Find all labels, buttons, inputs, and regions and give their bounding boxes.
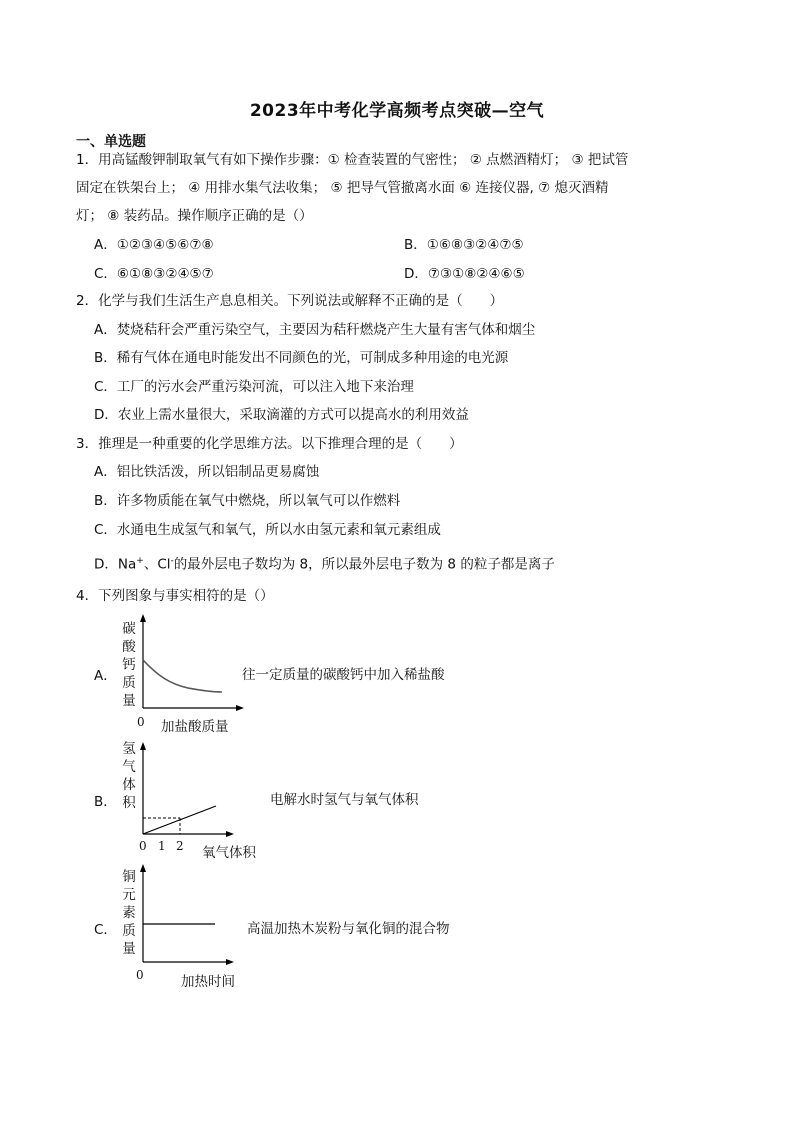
- graph-b-tick-0: 0: [139, 839, 147, 853]
- graph-b-ylabel: 氢 气 体 积: [122, 741, 136, 811]
- q3-option-d-prefix: D．Na: [94, 556, 137, 573]
- graph-c-y-arrow: [140, 864, 146, 872]
- graph-b-xlabel: 氧气体积: [202, 845, 256, 861]
- graph-a-x-arrow: [236, 705, 244, 711]
- q1-stem-line1: 1．用高锰酸钾制取氧气有如下操作步骤：① 检查装置的气密性； ② 点燃酒精灯； ③ 把试管: [76, 152, 629, 168]
- page-title: 2023年中考化学高频考点突破—空气: [249, 101, 545, 121]
- q2-option-c: C．工厂的污水会严重污染河流，可以注入地下来治理: [94, 379, 414, 395]
- q3-stem: 3．推理是一种重要的化学思维方法。以下推理合理的是（ ）: [76, 436, 463, 452]
- q3-option-d-rest: 的最外层电子数均为 8，所以最外层电子数为 8 的粒子都是离子: [173, 556, 555, 573]
- q4-option-c-label: C．: [94, 922, 117, 938]
- q2-option-a: A．焚烧秸秆会严重污染空气，主要因为秸秆燃烧产生大量有害气体和烟尘: [94, 322, 536, 338]
- graph-c-description: 高温加热木炭粉与氧化铜的混合物: [247, 921, 450, 937]
- graph-a-ylabel: 碳 酸 钙 质 量: [122, 621, 136, 709]
- graph-c-ylabel: 铜 元 素 质 量: [122, 869, 136, 957]
- graph-b-tick-1: 1: [158, 839, 166, 853]
- sodium-charge: +: [136, 556, 144, 566]
- graph-a-description: 往一定质量的碳酸钙中加入稀盐酸: [242, 667, 445, 683]
- q1-option-b: B．①⑥⑧③②④⑦⑤: [404, 237, 524, 253]
- graph-c: [136, 862, 236, 966]
- q2-option-d: D．农业上需水量很大，采取滴灌的方式可以提高水的利用效益: [94, 407, 469, 423]
- graph-a-origin: 0: [137, 715, 145, 729]
- graph-b-x-arrow: [226, 831, 234, 837]
- graph-b-y-arrow: [140, 742, 146, 750]
- graph-c-xlabel: 加热时间: [181, 974, 235, 990]
- q3-option-d-chlorine: 、Cl: [143, 556, 171, 573]
- q4-option-a-label: A．: [94, 668, 117, 684]
- section-heading: 一、单选题: [76, 134, 146, 150]
- q3-option-d: [94, 551, 555, 575]
- graph-b-tick-2: 2: [176, 839, 184, 853]
- graph-b: [136, 740, 236, 838]
- graph-a: [136, 612, 246, 712]
- q4-option-b-label: B．: [94, 794, 117, 810]
- q3-option-a: A．铝比铁活泼，所以铝制品更易腐蚀: [94, 464, 320, 480]
- q2-option-b: B．稀有气体在通电时能发出不同颜色的光，可制成多种用途的电光源: [94, 350, 509, 366]
- q1-option-c: C．⑥①⑧③②④⑤⑦: [94, 266, 214, 282]
- chloride-charge: -: [170, 556, 174, 566]
- q1-option-a: A．①②③④⑤⑥⑦⑧: [94, 237, 214, 253]
- graph-b-description: 电解水时氢气与氧气体积: [270, 792, 419, 808]
- q1-option-d: D．⑦③①⑧②④⑥⑤: [404, 266, 525, 282]
- graph-a-y-arrow: [140, 614, 146, 622]
- q1-stem-line2: 固定在铁架台上； ④ 用排水集气法收集； ⑤ 把导气管撤离水面 ⑥ 连接仪器, ⑦ 熄灭酒精: [76, 180, 609, 196]
- q2-stem: 2．化学与我们生活生产息息相关。下列说法或解释不正确的是（ ）: [76, 293, 504, 309]
- graph-a-curve: [143, 660, 222, 692]
- graph-c-x-arrow: [226, 959, 234, 965]
- q3-option-c: C．水通电生成氢气和氧气，所以水由氢元素和氧元素组成: [94, 522, 441, 538]
- q3-option-b: B．许多物质能在氧气中燃烧，所以氧气可以作燃料: [94, 493, 401, 509]
- graph-c-origin: 0: [136, 968, 144, 982]
- q4-stem: 4．下列图象与事实相符的是（）: [76, 588, 274, 604]
- graph-a-xlabel: 加盐酸质量: [161, 719, 229, 735]
- q1-stem-line3: 灯； ⑧ 装药品。操作顺序正确的是（）: [76, 208, 313, 224]
